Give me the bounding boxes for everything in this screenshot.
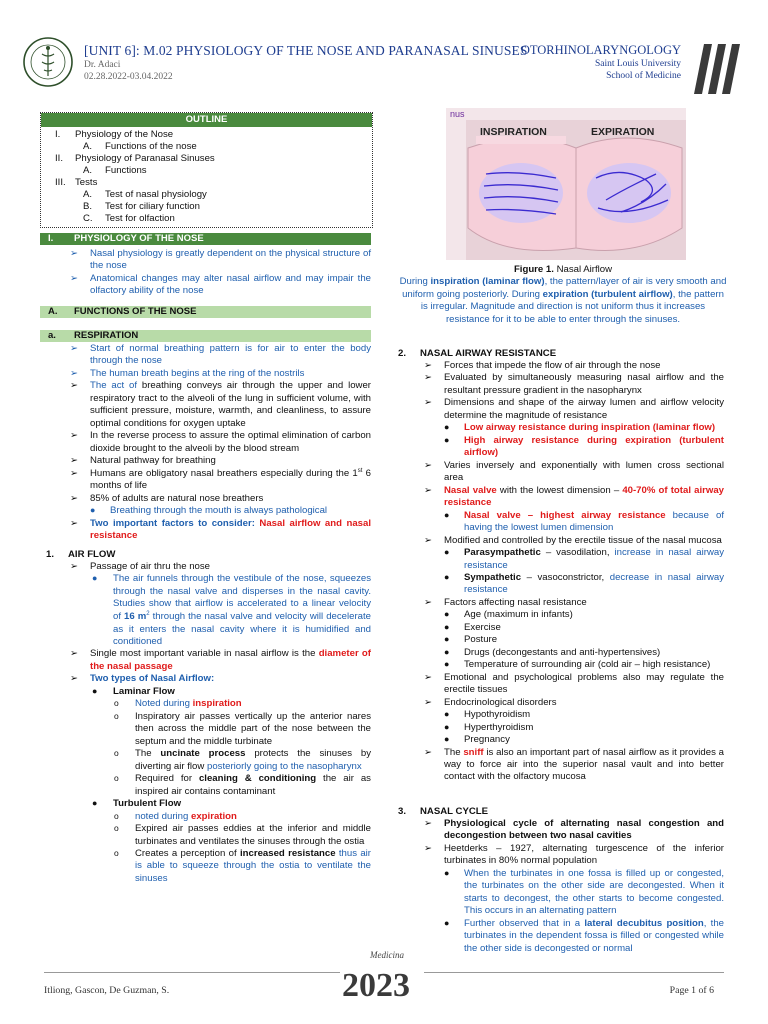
dot-bullet-icon: ● — [92, 798, 98, 809]
arrow-bullet-icon: ➢ — [70, 272, 79, 284]
list-item — [424, 659, 724, 671]
circle-bullet-icon: o — [114, 710, 119, 721]
list-item — [424, 918, 724, 955]
bullet-text: Age (maximum in infants) — [464, 609, 573, 621]
bullet-text: Noted during — [135, 698, 193, 710]
arrow-bullet-icon: ➢ — [70, 380, 79, 392]
outline-item-number: C. — [83, 213, 93, 225]
figure-label-inspiration: INSPIRATION — [480, 126, 547, 138]
section-title: PHYSIOLOGY OF THE NOSE — [74, 233, 204, 244]
figure-caption — [398, 264, 728, 326]
caption-label: Figure 1. — [513, 264, 554, 275]
bullet-text: Dimensions and shape of the airway lumen and airflow velocity determine the magnitude of resistance — [444, 397, 724, 421]
bullet-text: lateral decubitus position — [584, 917, 704, 929]
list-item — [70, 573, 371, 648]
list-item — [70, 430, 371, 455]
outline-item — [47, 189, 366, 201]
bullet-text: Inspiratory air passes vertically up the anterior nares then across the middle part of the nose between the septum and the middle turbinate — [135, 710, 371, 747]
dot-bullet-icon: ● — [92, 573, 98, 584]
bullet-text: Emotional and psychological problems also may regulate the erectile tissues — [444, 671, 724, 696]
list-item — [424, 460, 724, 485]
list-item — [424, 734, 724, 746]
arrow-bullet-icon: ➢ — [70, 492, 79, 504]
bullet-text: Humans are obligatory nasal breathers especially during the 1 — [90, 467, 358, 479]
bullet-text: uncinate process — [160, 748, 246, 760]
outline-item-number: I. — [55, 129, 61, 141]
arrow-bullet-icon: ➢ — [424, 360, 433, 371]
outline-item-label: Test for olfaction — [105, 213, 175, 225]
arrow-bullet-icon: ➢ — [70, 343, 79, 354]
bullet-text: Further observed that in a — [464, 917, 585, 929]
resistance-bullets — [424, 360, 724, 784]
list-item — [70, 748, 371, 773]
bullet-text: Factors affecting nasal resistance — [444, 596, 587, 608]
footer-authors: Itliong, Gascon, De Guzman, S. — [44, 985, 170, 996]
list-item — [70, 380, 371, 430]
dot-bullet-icon: ● — [444, 634, 450, 645]
logo-script: Medicina — [370, 950, 404, 960]
arrow-bullet-icon: ➢ — [424, 459, 433, 471]
section-bar-respiration — [40, 330, 371, 342]
arrow-bullet-icon: ➢ — [424, 746, 433, 758]
medicina-2023-logo — [340, 948, 424, 1000]
figure-label-expiration: EXPIRATION — [591, 126, 655, 138]
bullet-text: Exercise — [464, 621, 501, 633]
list-item — [424, 747, 724, 784]
bullet-text: Expired air passes eddies at the inferior and middle turbinates and ventilates the sinuses through the ostia — [135, 823, 371, 847]
caption-text: During — [399, 276, 431, 288]
outline-item-label: Tests — [75, 177, 98, 189]
arrow-bullet-icon: ➢ — [424, 671, 433, 683]
lecture-date: 02.28.2022-03.04.2022 — [84, 71, 173, 82]
bullet-text: inspiration — [192, 698, 242, 710]
arrow-bullet-icon: ➢ — [70, 561, 79, 572]
bullet-text: Sympathetic — [464, 571, 522, 583]
dot-bullet-icon: ● — [90, 505, 96, 516]
bullet-text: expiration — [191, 810, 237, 822]
list-item — [70, 823, 371, 848]
bullet-text: Pregnancy — [464, 734, 510, 746]
list-item — [424, 422, 724, 434]
arrow-bullet-icon: ➢ — [70, 455, 79, 467]
arrow-bullet-icon: ➢ — [424, 596, 433, 608]
outline-item — [47, 141, 366, 153]
caption-text: , the pattern is irregular. Magnitude and direction is not uniform thus it increases resistance for it to be able to enter through the sinuses. — [420, 288, 724, 325]
outline-list — [41, 127, 372, 227]
dot-bullet-icon: ● — [444, 509, 450, 520]
bullet-text: through the nasal valve and velocity will decelerate as it enters the nasal cavity where it is humidified and conditioned — [113, 611, 371, 647]
list-item — [70, 673, 371, 685]
list-item — [424, 397, 724, 422]
bullet-text: Posture — [464, 634, 498, 646]
dot-bullet-icon: ● — [444, 659, 450, 670]
bullet-text: Creates a perception of — [135, 847, 240, 859]
outline-item-label: Physiology of the Nose — [75, 129, 174, 141]
respiration-bullets — [70, 343, 371, 543]
bullet-text: 40-70% of total airway resistance — [444, 484, 724, 509]
arrow-bullet-icon: ➢ — [70, 367, 79, 379]
dot-bullet-icon: ● — [444, 609, 450, 620]
outline-item — [47, 213, 366, 225]
outline-item-number: II. — [55, 153, 63, 165]
list-item — [424, 634, 724, 646]
outline-item-label: Test for ciliary function — [105, 201, 200, 213]
document-meta — [84, 60, 173, 84]
list-item — [424, 697, 724, 709]
list-item — [70, 493, 371, 505]
outline-item-number: A. — [83, 189, 93, 201]
arrow-bullet-icon: ➢ — [70, 467, 79, 479]
arrow-bullet-icon: ➢ — [70, 648, 79, 660]
circle-bullet-icon: o — [114, 773, 119, 784]
bullet-text: Start of normal breathing pattern is for air to enter the body through the nose — [90, 343, 371, 367]
bullet-text: protects the sinuses by diverting air flow — [135, 748, 371, 772]
outline-item-label: Functions of the nose — [105, 141, 197, 153]
bullet-text: High airway resistance during expiration (turbulent airflow) — [464, 434, 724, 459]
superscript: st — [357, 467, 363, 474]
bullet-text: Anatomical changes may alter nasal airflow and may impair the olfactory ability of the nose — [90, 272, 371, 297]
bullet-text: – vasodilation, — [540, 547, 615, 559]
bullet-text: Required for — [135, 773, 199, 785]
circle-bullet-icon: o — [114, 698, 119, 709]
list-item — [70, 343, 371, 368]
bullet-text: 16 m — [124, 611, 147, 623]
figure-label-top: nus — [450, 109, 465, 119]
bullet-text: Modified and controlled by the erectile tissue of the nasal mucosa — [444, 534, 722, 546]
arrow-bullet-icon: ➢ — [424, 534, 433, 546]
bullet-text: When the turbinates in one fossa is filled up or congested, the turbinates on the other side are decongested. When it starts to decongest, the other starts to become congested. This occurs in an alternating pattern — [464, 867, 724, 917]
bullet-text: increase in nasal airway resistance — [464, 547, 725, 571]
bullet-text: is also an important part of nasal airflow as it provides a way to force air into the superior nasal vault and into better contact with the olfactory mucosa — [444, 746, 724, 783]
arrow-bullet-icon: ➢ — [424, 484, 433, 496]
list-item — [70, 273, 371, 298]
arrow-bullet-icon: ➢ — [424, 842, 433, 854]
list-item — [424, 609, 724, 621]
bullet-text: The — [135, 748, 161, 760]
dot-bullet-icon: ● — [92, 685, 98, 696]
header-stripes-logo — [694, 44, 740, 94]
dot-bullet-icon: ● — [444, 422, 450, 433]
school-name: School of Medicine — [606, 71, 681, 82]
outline-item-label: Functions — [105, 165, 147, 177]
superscript: 2 — [146, 610, 150, 617]
bullet-text: Natural pathway for breathing — [90, 455, 216, 467]
bullet-text: – vasoconstrictor, — [521, 571, 610, 583]
list-item — [424, 535, 724, 547]
list-item — [424, 510, 724, 535]
bullet-text: Nasal valve — [444, 484, 497, 496]
airflow-bullets — [70, 561, 371, 885]
bullet-text: diameter of the nasal passage — [90, 648, 371, 672]
bullet-text: Turbulent Flow — [113, 798, 182, 810]
list-item — [70, 698, 371, 710]
bullet-text: Nasal airflow and nasal resistance — [90, 517, 371, 542]
section-bar-physiology — [40, 233, 371, 245]
arrow-bullet-icon: ➢ — [424, 696, 433, 708]
outline-item-number: B. — [83, 201, 93, 213]
dot-bullet-icon: ● — [444, 721, 450, 732]
list-item — [424, 709, 724, 721]
bullet-text: Physiological cycle of alternating nasal congestion and decongestion between two nasal cavities — [444, 818, 724, 842]
bullet-text: The human breath begins at the ring of the nostrils — [90, 367, 305, 379]
dot-bullet-icon: ● — [444, 867, 450, 878]
circle-bullet-icon: o — [114, 847, 119, 858]
outline-item-label: Test of nasal physiology — [105, 189, 207, 201]
arrow-bullet-icon: ➢ — [424, 397, 433, 409]
caption-text: , the pattern/layer of air is very smooth and uniform going posteriorly. During — [402, 276, 727, 300]
bullet-text: In the reverse process to assure the optimal elimination of carbon dioxide brought to the alveoli by the blood stream — [90, 430, 371, 454]
institution — [500, 58, 681, 83]
logo-year: 2023 — [342, 967, 410, 1000]
bullet-text: Single most important variable in nasal airflow is the — [90, 648, 319, 660]
bullet-text: Hyperthyroidism — [464, 721, 534, 733]
list-item — [424, 818, 724, 843]
list-item — [70, 368, 371, 380]
caption-text: expiration (turbulent airflow) — [542, 288, 673, 300]
list-item — [424, 547, 724, 572]
outline-item — [47, 129, 366, 141]
dot-bullet-icon: ● — [444, 571, 450, 582]
list-item — [424, 868, 724, 918]
bullet-text: Varies inversely and exponentially with lumen cross sectional area — [444, 459, 724, 484]
bullet-text: with the lowest dimension – — [496, 484, 623, 496]
bullet-text: breathing conveys air through the upper and lower respiratory tract to the alveoli of the lung in sufficient volume, with sufficient pressure, moisture, warmth, and cleanliness, to assure optimal conditions for oxygen uptake — [90, 380, 371, 429]
bullet-text: Heetderks – 1927, alternating turgescence of the inferior turbinates in 80% normal population — [444, 842, 724, 867]
list-item — [70, 811, 371, 823]
dot-bullet-icon: ● — [444, 434, 450, 445]
airflow-heading — [46, 549, 116, 561]
bullet-text: The act of — [90, 380, 142, 392]
arrow-bullet-icon: ➢ — [70, 248, 79, 259]
bullet-text: Endocrinological disorders — [444, 696, 557, 708]
footer-page-number: Page 1 of 6 — [669, 985, 714, 996]
bullet-text: Laminar Flow — [113, 685, 175, 697]
dot-bullet-icon: ● — [444, 621, 450, 632]
bullet-text: Two types of Nasal Airflow: — [90, 673, 215, 685]
document-title: [UNIT 6]: M.02 PHYSIOLOGY OF THE NOSE AND PARANASAL SINUSES — [84, 43, 528, 58]
list-item — [424, 485, 724, 510]
section-number: A. — [48, 306, 58, 317]
physiology-bullets — [70, 248, 371, 298]
list-item — [424, 672, 724, 697]
arrow-bullet-icon: ➢ — [70, 673, 79, 685]
list-item — [70, 848, 371, 885]
outline-item-number: A. — [83, 165, 93, 177]
resistance-heading — [398, 348, 557, 360]
bullet-text: sniff — [463, 746, 484, 758]
list-item — [70, 798, 371, 810]
list-item — [70, 455, 371, 467]
lecturer: Dr. Adaci — [84, 60, 121, 70]
bullet-text: Two important factors to consider: — [90, 517, 260, 529]
department-name: OTORHINOLARYNGOLOGY — [520, 43, 681, 57]
section-title: NASAL AIRWAY RESISTANCE — [420, 348, 557, 359]
list-item — [424, 572, 724, 597]
circle-bullet-icon: o — [114, 748, 119, 759]
caption-body — [398, 276, 728, 326]
dot-bullet-icon: ● — [444, 734, 450, 745]
arrow-bullet-icon: ➢ — [70, 517, 79, 529]
bullet-text: increased resistance — [239, 847, 336, 859]
dot-bullet-icon: ● — [444, 547, 450, 558]
bullet-text: thus air is able to squeeze through the ostia to ventilate the sinuses — [135, 847, 371, 884]
list-item — [70, 468, 371, 493]
bullet-text: noted during — [135, 810, 192, 822]
university-name: Saint Louis University — [594, 59, 681, 69]
nasal-cycle-heading — [398, 806, 489, 818]
list-item — [424, 843, 724, 868]
list-item — [70, 648, 371, 673]
section-number: 3. — [398, 806, 407, 817]
bullet-text: Breathing through the mouth is always pathological — [110, 505, 328, 517]
list-item — [424, 647, 724, 659]
bullet-text: Drugs (decongestants and anti-hypertensives) — [464, 646, 661, 658]
outline-item — [47, 201, 366, 213]
list-item — [70, 505, 371, 517]
nasal-airflow-figure — [446, 108, 686, 260]
circle-bullet-icon: o — [114, 810, 119, 821]
bullet-text: Evaluated by simultaneously measuring nasal airflow and the resultant pressure gradient in the nasopharynx — [444, 372, 724, 396]
bullet-text: Nasal physiology is greatly dependent on the physical structure of the nose — [90, 248, 371, 272]
list-item — [424, 722, 724, 734]
nasal-cycle-bullets — [424, 818, 724, 955]
caption-title — [398, 264, 728, 276]
outline-item-label: Physiology of Paranasal Sinuses — [75, 153, 215, 165]
dot-bullet-icon: ● — [444, 709, 450, 720]
section-title: RESPIRATION — [74, 330, 139, 341]
dot-bullet-icon: ● — [444, 917, 450, 928]
list-item — [70, 711, 371, 748]
bullet-text: 6 months of life — [90, 467, 371, 492]
bullet-text: the air as inspired air contains contaminant — [135, 773, 371, 797]
outline-item — [47, 177, 366, 189]
section-number: 1. — [46, 549, 55, 560]
arrow-bullet-icon: ➢ — [424, 372, 433, 384]
bullet-text: Passage of air thru the nose — [90, 561, 210, 572]
bullet-text: Nasal valve – highest airway resistance — [464, 509, 666, 521]
list-item — [70, 561, 371, 573]
section-bar-functions — [40, 306, 371, 318]
outline-item-number: A. — [83, 141, 93, 153]
outline-item — [47, 153, 366, 165]
section-number: I. — [48, 233, 54, 244]
bullet-text: , the turbinates in the dependent fossa is filled or congested while the other side is decongested or normal — [464, 917, 724, 954]
bullet-text: 85% of adults are natural nose breathers — [90, 492, 264, 504]
bullet-text: posteriorly going to the nasopharynx — [206, 760, 362, 772]
bullet-text: Forces that impede the flow of air through the nose — [444, 360, 661, 371]
list-item — [424, 435, 724, 460]
bullet-text: because of having the lowest lumen dimension — [464, 509, 724, 534]
university-seal-logo — [22, 36, 74, 88]
list-item — [70, 686, 371, 698]
section-number: 2. — [398, 348, 407, 359]
list-item — [424, 372, 724, 397]
bullet-text: The — [444, 746, 464, 758]
list-item — [70, 248, 371, 273]
arrow-bullet-icon: ➢ — [424, 818, 433, 829]
list-item — [70, 773, 371, 798]
section-title: AIR FLOW — [68, 549, 116, 560]
caption-text: Nasal Airflow — [553, 264, 613, 275]
outline-heading: OUTLINE — [41, 113, 372, 127]
arrow-bullet-icon: ➢ — [70, 430, 79, 442]
section-number: a. — [48, 330, 56, 341]
bullet-text: Parasympathetic — [464, 547, 541, 559]
bullet-text: The air funnels through the vestibule of the nose, squeezes through the nasal valve and disperses in the nasal cavity. Studies show that airflow is accelerated to a linear velocity of — [113, 573, 371, 623]
circle-bullet-icon: o — [114, 823, 119, 834]
dot-bullet-icon: ● — [444, 646, 450, 657]
bullet-text: cleaning & conditioning — [198, 773, 317, 785]
list-item — [424, 360, 724, 372]
bullet-text: Temperature of surrounding air (cold air – high resistance) — [464, 659, 711, 671]
bullet-text: Hypothyroidism — [464, 709, 531, 721]
list-item — [70, 518, 371, 543]
list-item — [424, 622, 724, 634]
outline-item — [47, 165, 366, 177]
caption-text: inspiration (laminar flow) — [430, 276, 545, 288]
section-title: NASAL CYCLE — [420, 806, 489, 817]
outline-item-number: III. — [55, 177, 66, 189]
bullet-text: decrease in nasal airway resistance — [464, 571, 725, 596]
section-title: FUNCTIONS OF THE NOSE — [74, 306, 197, 317]
list-item — [424, 597, 724, 609]
bullet-text: Low airway resistance during inspiration (laminar flow) — [464, 422, 716, 434]
outline-box — [40, 112, 373, 228]
